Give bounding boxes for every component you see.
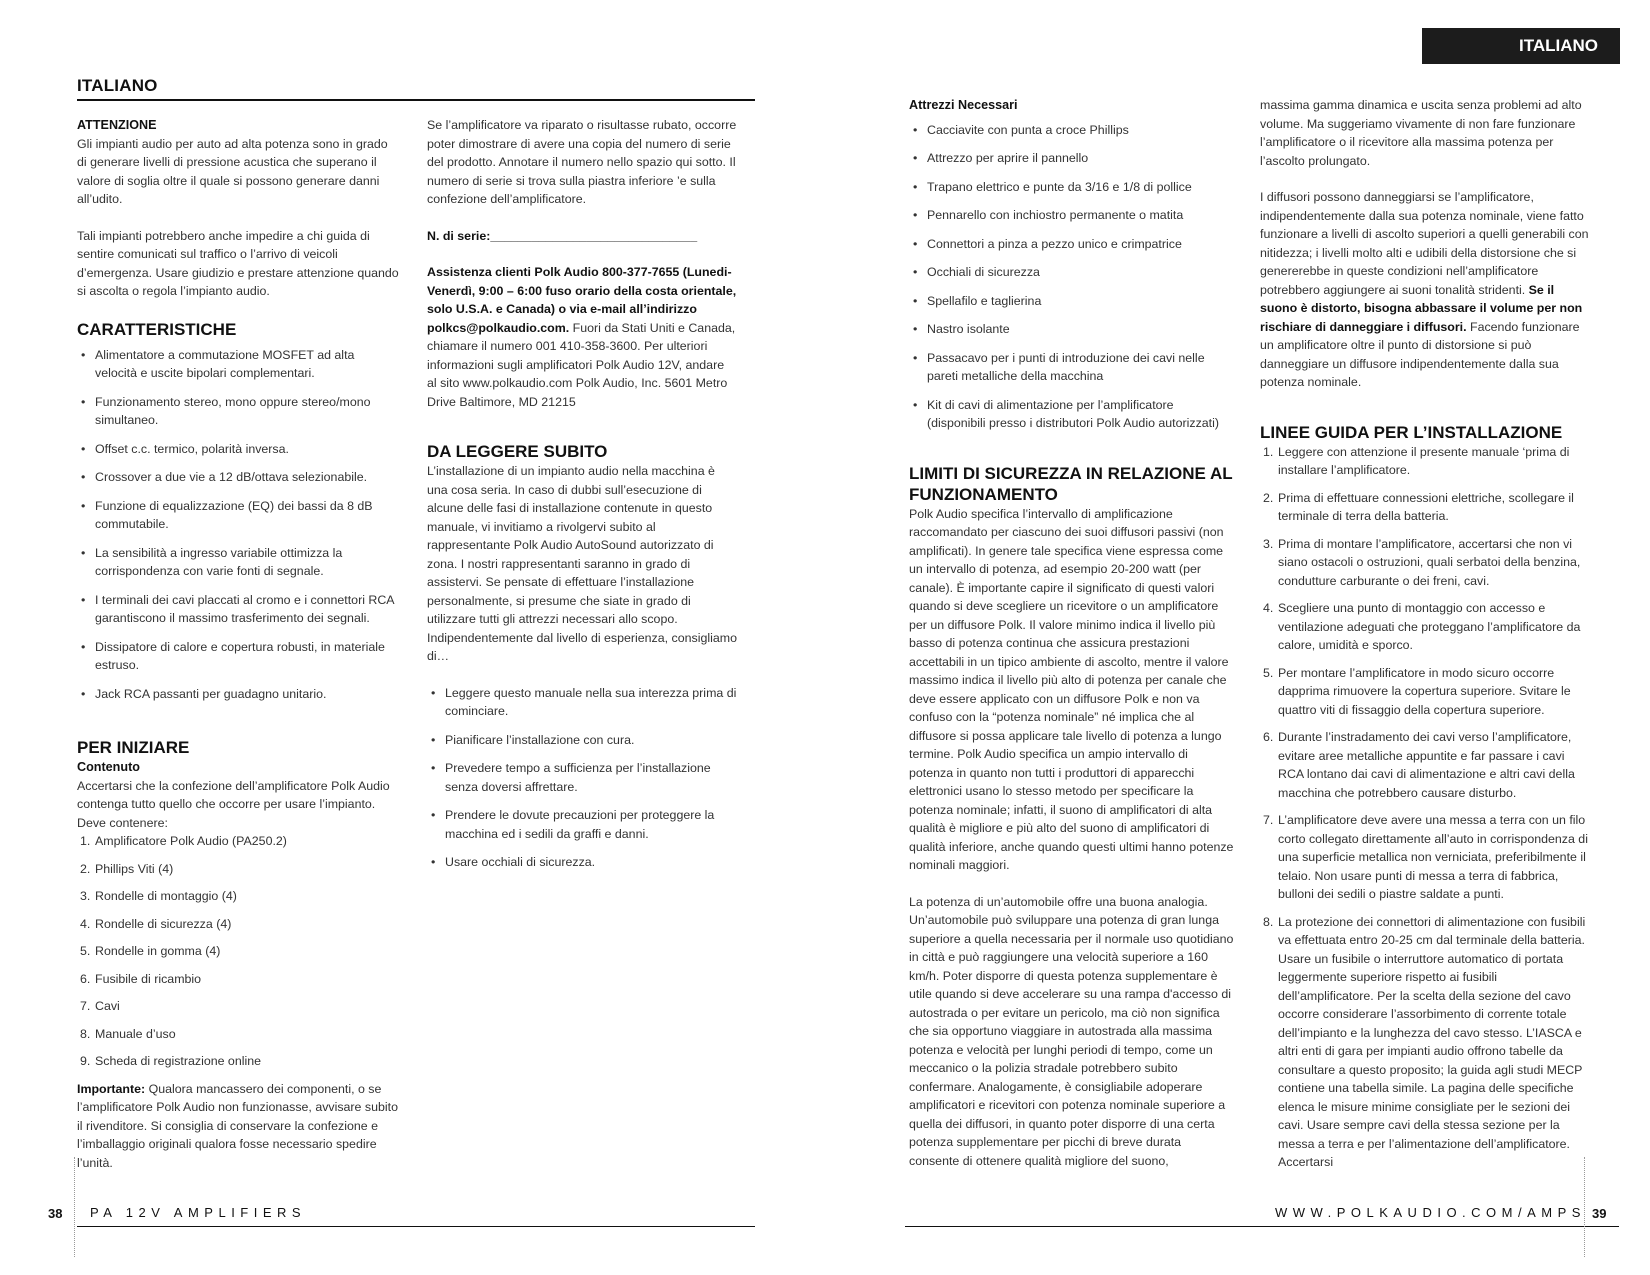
feature-item: • Offset c.c. termico, polarità inversa. xyxy=(77,440,399,459)
contenuto-list xyxy=(77,832,399,1071)
diffusori-text-c: Facendo funzionare un amplificatore oltre il punto di distorsione si può danneggiare un diffusore indipendentemente dalla sua potenza nominale. xyxy=(1260,319,1580,389)
footer-url-right: WWW.POLKAUDIO.COM/AMPS xyxy=(1275,1205,1586,1220)
list-item-number: 1. xyxy=(80,834,91,848)
crop-mark-right xyxy=(1584,1157,1585,1257)
list-item-number: 4. xyxy=(1263,601,1274,615)
page-number-right: 39 xyxy=(1592,1206,1607,1221)
list-item-text: Prima di effettuare connessioni elettriche, scollegare il terminale di terra della batteria. xyxy=(1278,490,1574,523)
feature-item: • Crossover a due vie a 12 dB/ottava selezionabile. xyxy=(77,468,399,487)
footer-title-left: PA 12V AMPLIFIERS xyxy=(90,1205,307,1220)
package-item xyxy=(77,915,399,934)
list-item-text: Phillips Viti (4) xyxy=(95,861,174,876)
list-item-text: Fusibile di ricambio xyxy=(95,971,202,986)
list-item-text: Per montare l’amplificatore in modo sicuro occorre dapprima rimuovere la copertura superiore. Svitare le quattro viti di fissaggio della copertura superiore. xyxy=(1278,665,1571,717)
da-leggere-paragraph: L’installazione di un impianto audio nella macchina è una cosa seria. In caso di dubbi sull’esecuzione di alcune delle fasi di installazione contenute in questo manuale, vi invitiamo a rivolgervi subito al rappresentante Polk Audio AutoSound autorizzato di zona. I nostri rappresentanti saranno in grado di assistervi. Se pensate di effettuare l’installazione personalmente, si presume che siate in grado di utilizzare tutti gli attrezzi necessari allo scopo. Indipendentemente dal livello di esperienza, consigliamo di… xyxy=(427,464,737,663)
feature-item: • Jack RCA passanti per guadagno unitario. xyxy=(77,685,399,704)
limiti-paragraph-2: La potenza di un’automobile offre una buona analogia. Un’automobile può sviluppare una potenza di gran lunga superiore a quella necessaria per il normale uso quotidiano in città e può raggiungere una velocità superiore a 160 km/h. Poter disporre di questa potenza supplementare è utile quando si deve accelerare su una rampa d'accesso di autostrada o per evitare un pericolo, ma ciò non significa che sia opportuno viaggiare in autostrada alla massima potenza e velocità per lunghi periodi di tempo, come un meccanico o la polizia stradale potrebbero subito confermare. Analogamente, è consigliabile adoperare amplificatori e ricevitori con potenza nominale superiore a quella dei diffusori, in quanto poter disporre di una certa potenza supplementare per picchi di breve durata consente di ottenere qualità migliore del suono, xyxy=(909,894,1234,1168)
da-leggere-list xyxy=(427,684,737,872)
caratteristiche-heading: CARATTERISTICHE xyxy=(77,319,237,339)
guideline-item xyxy=(1260,599,1590,655)
list-item-number: 6. xyxy=(80,971,91,986)
tool-item: • Trapano elettrico e punte da 3/16 e 1/8 di pollice xyxy=(909,178,1234,197)
tool-item: • Spellafilo e taglierina xyxy=(909,292,1234,311)
guideline-item xyxy=(1260,443,1590,480)
feature-item: • La sensibilità a ingresso variabile ottimizza la corrispondenza con varie fonti di segnale. xyxy=(77,544,399,581)
tool-item: • Attrezzo per aprire il pannello xyxy=(909,149,1234,168)
tool-item: • Connettori a pinza a pezzo unico e crimpatrice xyxy=(909,235,1234,254)
list-item-text: Scegliere una punto di montaggio con accesso e ventilazione adeguati che proteggano l’amplificatore da calore, umidità e sporco. xyxy=(1278,601,1581,652)
guideline-item xyxy=(1260,728,1590,802)
tool-item: • Occhiali di sicurezza xyxy=(909,263,1234,282)
guideline-item xyxy=(1260,811,1590,904)
attrezzi-heading: Attrezzi Necessari xyxy=(909,98,1018,112)
advice-item: • Prendere le dovute precauzioni per proteggere la macchina ed i sedili da graffi e danni. xyxy=(427,806,737,843)
assistenza-bold: Assistenza clienti Polk Audio 800-377-7655 (Lunedi-Venerdì, 9:00 – 6:00 fuso orario della costa orientale, solo U.S.A. e Canada) o via e-mail all’indirizzo polkcs@polkaudio.com. xyxy=(427,265,737,335)
advice-item: • Pianificare l’installazione con cura. xyxy=(427,731,737,750)
list-item-text: L’amplificatore deve avere una messa a terra con un filo corto collegato direttamente all’auto in corrispondenza di una superficie metallica non verniciata, preferibilmente il telaio. Non usare punti di messa a terra di fabbrica, bulloni dei sedili o piastre saldate a punti. xyxy=(1278,813,1588,901)
limiti-heading: LIMITI DI SICUREZZA IN RELAZIONE AL FUNZIONAMENTO xyxy=(909,463,1233,504)
tool-item: • Kit di cavi di alimentazione per l’amplificatore (disponibili presso i distributori Polk Audio autorizzati) xyxy=(909,396,1234,433)
serie-field-label: N. di serie:______________________________ xyxy=(427,228,698,243)
package-item xyxy=(77,860,399,879)
assistenza-text: Fuori da Stati Uniti e Canada, chiamare il numero 001 410-358-3600. Per ulteriori informazioni sugli amplificatori Polk Audio 12V, andare al sito www.polkaudio.com Polk Audio, Inc. 5601 Metro Drive Baltimore, MD 21215 xyxy=(427,320,736,409)
list-item-number: 4. xyxy=(80,916,91,931)
tool-item: • Pennarello con inchiostro permanente o matita xyxy=(909,206,1234,225)
importante-text: Qualora mancassero dei componenti, o se l’amplificatore Polk Audio non funzionasse, avvisare subito il rivenditore. Si consiglia di conservare la confezione e l’imballaggio originali qualora fosse necessario spedire l’unità. xyxy=(77,1081,398,1170)
package-item xyxy=(77,1025,399,1044)
advice-item: • Leggere questo manuale nella sua interezza prima di cominciare. xyxy=(427,684,737,721)
list-item-number: 2. xyxy=(80,861,91,876)
list-item-text: Manuale d’uso xyxy=(95,1026,176,1041)
list-item-text: Scheda di registrazione online xyxy=(95,1054,262,1068)
caratteristiche-list xyxy=(77,346,399,704)
per-iniziare-heading: PER INIZIARE xyxy=(77,738,190,757)
assistenza-paragraph xyxy=(427,263,737,411)
page-number-left: 38 xyxy=(48,1206,63,1221)
list-item-text: Cavi xyxy=(95,999,120,1013)
feature-item: • I terminali dei cavi placcati al cromo e i connettori RCA garantiscono il massimo trasferimento dei segnali. xyxy=(77,591,399,628)
advice-item: • Usare occhiali di sicurezza. xyxy=(427,853,737,872)
footer-rule-right xyxy=(905,1226,1619,1227)
attrezzi-list xyxy=(909,121,1234,433)
list-item-text: Amplificatore Polk Audio (PA250.2) xyxy=(95,834,287,848)
list-item-text: Rondelle di sicurezza (4) xyxy=(95,916,232,931)
attenzione-paragraph-2: Tali impianti potrebbero anche impedire a chi guida di sentire comunicati sul traffico o l’arrivo di veicoli d’emergenza. Usare giudizio e prestare attenzione quando si ascolta o regola l’impianto audio. xyxy=(77,228,399,298)
list-item-number: 3. xyxy=(1263,536,1274,551)
list-item-number: 5. xyxy=(80,944,91,958)
package-item xyxy=(77,832,399,851)
tool-item: • Nastro isolante xyxy=(909,320,1234,339)
feature-item: • Alimentatore a commutazione MOSFET ad alta velocità e uscite bipolari complementari. xyxy=(77,346,399,383)
guideline-item xyxy=(1260,535,1590,591)
list-item-text: Leggere con attenzione il presente manuale ‘prima di installare l’amplificatore. xyxy=(1278,444,1570,477)
list-item-number: 8. xyxy=(1263,914,1274,929)
serie-paragraph: Se l’amplificatore va riparato o risultasse rubato, occorre poter dimostrare di avere una copia del numero di serie del prodotto. Annotare il numero nello spazio qui sotto. Il numero di serie si trova sulla piastra inferiore ’e sulla confezione dell’amplificatore. xyxy=(427,118,737,206)
linee-guida-heading: LINEE GUIDA PER L’INSTALLAZIONE xyxy=(1260,422,1563,442)
list-item-number: 3. xyxy=(80,889,91,903)
list-item-number: 8. xyxy=(80,1026,91,1041)
package-item xyxy=(77,970,399,989)
limiti-paragraph-1: Polk Audio specifica l’intervallo di amplificazione raccomandato per ciascuno dei suoi diffusori passivi (non amplificati). In genere tale specifica viene espressa come un intervallo di potenza, ad esempio 20-200 watt (per canale). È importante capire il significato di questi valori quando si deve scegliere un ricevitore o un amplificatore per un diffusore Polk. Il valore minimo indica il livello più basso di potenza continua che assicura prestazioni accettabili in un tipico ambiente di ascolto, mentre il valore massimo indica il livello più alto di potenza per canale che deve essere applicato con un diffusore Polk e non va confuso con la “potenza nominale” né implica che al diffusore si possa applicare tale livello di potenza a lungo termine. Polk Audio specifica un ampio intervallo di potenza in quanto non tutti i produttori di apparecchi elettronici usano lo stesso metodo per specificare la potenza nominale; infatti, il suono di amplificatori di alta qualità è migliore e più alto del suono di amplificatori di qualità inferiore, anche quando questi ultimi hanno potenze nominali maggiori. xyxy=(909,506,1234,872)
package-item xyxy=(77,1052,399,1071)
right-column-2 xyxy=(1260,96,1590,1181)
list-item-number: 7. xyxy=(80,999,91,1013)
list-item-number: 9. xyxy=(80,1054,91,1068)
guideline-item xyxy=(1260,913,1590,1172)
list-item-text: Durante l’instradamento dei cavi verso l’amplificatore, evitare aree metalliche appuntite e far passare i cavi RCA lontano dai cavi di alimentazione e altri cavi della macchina che potrebbero causare disturbo. xyxy=(1278,730,1575,800)
list-item-text: Rondelle in gomma (4) xyxy=(95,944,221,958)
package-item xyxy=(77,942,399,961)
importante-paragraph xyxy=(77,1080,399,1173)
attenzione-paragraph-1: Gli impianti audio per auto ad alta potenza sono in grado di generare livelli di pressione acustica che superano il valore di soglia oltre il quale si possono generare danni all’udito. xyxy=(77,136,388,206)
tool-item: • Passacavo per i punti di introduzione dei cavi nelle pareti metalliche della macchina xyxy=(909,349,1234,386)
guideline-item xyxy=(1260,664,1590,720)
language-tab xyxy=(1422,28,1620,64)
feature-item: • Dissipatore di calore e copertura robusti, in materiale estruso. xyxy=(77,638,399,675)
linee-guida-list xyxy=(1260,443,1590,1172)
left-column-2 xyxy=(427,116,737,882)
list-item-number: 1. xyxy=(1263,444,1274,459)
package-item xyxy=(77,997,399,1016)
language-tab-label: ITALIANO xyxy=(1518,36,1598,55)
attenzione-heading: ATTENZIONE xyxy=(77,118,157,132)
list-item-text: Prima di montare l’amplificatore, accertarsi che non vi siano ostacoli o ostruzioni, quali serbatoi della benzina, condutture carburante o dei freni, cavi. xyxy=(1278,536,1581,588)
diffusori-text-a: I diffusori possono danneggiarsi se l’amplificatore, indipendentemente dalla sua potenza nominale, viene fatto funzionare a livelli di ascolto superiori a quelli generabili con nitidezza; i livelli molto alti e udibili della distorsione che si genererebbe in queste condizioni nell’amplificatore potrebbero aggiungere ai suoni tonalità stridenti. xyxy=(1260,190,1589,297)
list-item-number: 6. xyxy=(1263,730,1274,744)
left-column-1 xyxy=(77,116,399,1172)
diffusori-bold: Se il suono è distorto, bisogna abbassare il volume per non rischiare di danneggiare i diffusori. xyxy=(1260,282,1583,334)
diffusori-paragraph xyxy=(1260,188,1590,392)
list-item-text: Rondelle di montaggio (4) xyxy=(95,889,237,903)
contenuto-paragraph: Accertarsi che la confezione dell’amplificatore Polk Audio contenga tutto quello che occorre per usare l’impianto. Deve contenere: xyxy=(77,778,390,830)
gamma-paragraph: massima gamma dinamica e uscita senza problemi ad alto volume. Ma suggeriamo vivamente di non fare funzionare l’amplificatore o il ricevitore alla massima potenza per l’ascolto prolungato. xyxy=(1260,98,1582,168)
title-rule xyxy=(77,99,755,101)
guideline-item xyxy=(1260,489,1590,526)
tool-item: • Cacciavite con punta a croce Phillips xyxy=(909,121,1234,140)
advice-item: • Prevedere tempo a sufficienza per l’installazione senza doversi affrettare. xyxy=(427,759,737,796)
right-column-1 xyxy=(909,96,1234,1170)
da-leggere-heading: DA LEGGERE SUBITO xyxy=(427,442,608,461)
list-item-number: 2. xyxy=(1263,490,1274,505)
contenuto-heading: Contenuto xyxy=(77,760,140,774)
feature-item: • Funzione di equalizzazione (EQ) dei bassi da 8 dB commutabile. xyxy=(77,497,399,534)
list-item-number: 5. xyxy=(1263,665,1274,680)
list-item-number: 7. xyxy=(1263,813,1274,827)
crop-mark-left xyxy=(74,1157,75,1257)
importante-label: Importante: xyxy=(77,1081,146,1096)
package-item xyxy=(77,887,399,906)
list-item-text: La protezione dei connettori di alimentazione con fusibili va effettuata entro 20-25 cm dal terminale della batteria. Usare un fusibile o interruttore automatico di portata leggermente superiore rispetto ai fusibili dell’amplificatore. Per la scelta della sezione del cavo occorre considerare l’assorbimento di corrente totale dell’impianto e la lunghezza del cavo stesso. L’IASCA e altri enti di gara per impianti audio offrono tabelle da consultare a questo proposito; la guida agli studi MECP contiene una tabella simile. La pagina delle specifiche elenca le misure minime consigliate per le sezioni dei cavi. Usare sempre cavi della stessa sezione per la messa a terra e per l’alimentazione dell’amplificatore. Accertarsi xyxy=(1278,914,1586,1169)
footer-rule-left xyxy=(77,1226,755,1227)
feature-item: • Funzionamento stereo, mono oppure stereo/mono simultaneo. xyxy=(77,393,399,430)
page-title: ITALIANO xyxy=(77,76,158,95)
